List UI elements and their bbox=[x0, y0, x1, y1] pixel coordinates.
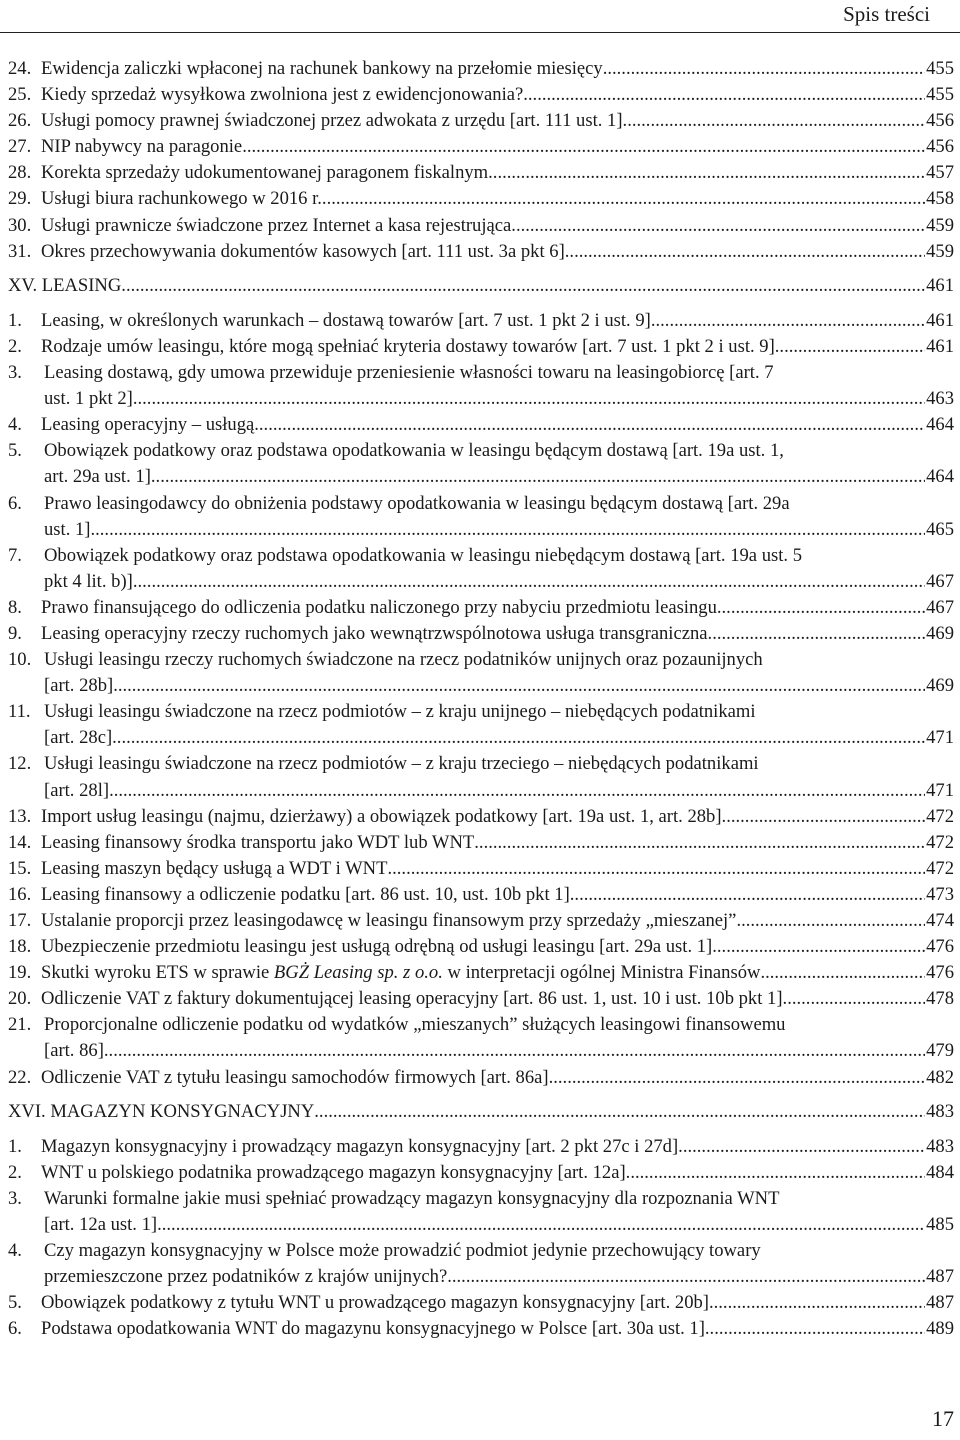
entry-number: 4. bbox=[8, 414, 22, 436]
toc-entry[interactable] bbox=[8, 1012, 954, 1064]
page-ref: 461 bbox=[926, 335, 954, 357]
entry-leader-line bbox=[44, 386, 954, 412]
entry-leader-line bbox=[41, 160, 954, 186]
toc-entry[interactable] bbox=[8, 213, 954, 239]
entry-title: Usługi prawnicze świadczone przez Internet a kasa rejestrująca bbox=[41, 214, 512, 236]
entry-leader-line bbox=[41, 56, 954, 82]
leader-dots bbox=[488, 160, 925, 186]
entry-number: 2. bbox=[8, 335, 22, 357]
entry-leader-line bbox=[44, 464, 954, 490]
page-ref: 476 bbox=[926, 962, 954, 984]
entry-leader-line bbox=[41, 595, 954, 621]
entry-leader-line bbox=[44, 673, 954, 699]
entry-leader-line bbox=[41, 82, 954, 108]
entry-leader-line bbox=[44, 1264, 954, 1290]
page-ref: 471 bbox=[926, 779, 954, 801]
chapter-title: XV. LEASING bbox=[8, 274, 122, 296]
entry-body bbox=[41, 1290, 954, 1316]
page-ref: 484 bbox=[926, 1161, 954, 1183]
page-ref: 473 bbox=[926, 883, 954, 905]
entry-body bbox=[41, 108, 954, 134]
page-ref: 474 bbox=[926, 910, 954, 931]
entry-leader-line bbox=[41, 830, 954, 856]
running-header-title: Spis treści bbox=[843, 2, 930, 26]
entry-number: 4. bbox=[8, 1240, 22, 1262]
entry-number: 5. bbox=[8, 440, 22, 462]
entry-title: Rodzaje umów leasingu, które mogą spełniać kryteria dostawy towarów [art. 7 ust. 1 pkt 2 i ust. 9] bbox=[41, 335, 775, 357]
entry-title-line: Czy magazyn konsygnacyjny w Polsce może prowadzić podmiot jedynie przechowujący towary bbox=[44, 1240, 761, 1262]
page-ref: 489 bbox=[926, 1318, 954, 1340]
page-ref: 461 bbox=[926, 274, 954, 296]
entry-number: 16. bbox=[8, 883, 32, 905]
entry-number: 22. bbox=[8, 1066, 32, 1088]
page-ref: 467 bbox=[926, 570, 954, 592]
entry-title: Ewidencja zaliczki wpłaconej na rachunek bankowy na przełomie miesięcy bbox=[41, 58, 603, 79]
page-ref: 479 bbox=[926, 1040, 954, 1062]
entry-body bbox=[41, 804, 954, 830]
entry-leader-line bbox=[41, 213, 954, 239]
entry-title: Okres przechowywania dokumentów kasowych [art. 111 ust. 3a pkt 6] bbox=[41, 240, 565, 262]
entry-title: Odliczenie VAT z faktury dokumentującej leasing operacyjny [art. 86 ust. 1, ust. 10 i ust. 10b pkt 1] bbox=[41, 988, 783, 1010]
toc-entry[interactable] bbox=[8, 621, 954, 647]
entry-leader-line bbox=[44, 725, 954, 751]
entry-title bbox=[41, 960, 760, 986]
leader-dots bbox=[242, 134, 925, 160]
entry-title: Usługi biura rachunkowego w 2016 r. bbox=[41, 188, 322, 210]
entry-title: [art. 12a ust. 1] bbox=[44, 1214, 158, 1236]
entry-title: Obowiązek podatkowy z tytułu WNT u prowadzącego magazyn konsygnacyjny [art. 20b] bbox=[41, 1292, 709, 1314]
entry-number: 6. bbox=[8, 1318, 22, 1340]
page-ref: 459 bbox=[926, 240, 954, 262]
entry-title-part: Skutki wyroku ETS w sprawie bbox=[41, 962, 274, 984]
entry-number: 9. bbox=[8, 622, 22, 644]
entry-title: [art. 86] bbox=[44, 1040, 104, 1062]
entry-body bbox=[41, 213, 954, 239]
entry-body bbox=[44, 438, 954, 490]
entry-body bbox=[41, 595, 954, 621]
entry-title: Podstawa opodatkowania WNT do magazynu konsygnacyjnego w Polsce [art. 30a ust. 1] bbox=[41, 1318, 705, 1340]
chapter-title: XVI. MAGAZYN KONSYGNACYJNY bbox=[8, 1100, 315, 1122]
entry-body bbox=[44, 491, 954, 543]
entry-title: [art. 28l] bbox=[44, 779, 110, 801]
toc-entry[interactable] bbox=[8, 804, 954, 830]
leader-dots bbox=[709, 1290, 925, 1316]
chapter-xv-entry[interactable] bbox=[8, 273, 954, 299]
entry-body bbox=[41, 621, 954, 647]
leader-dots bbox=[626, 1160, 925, 1186]
leader-dots bbox=[708, 621, 926, 647]
toc-entry[interactable] bbox=[8, 56, 954, 82]
leader-dots bbox=[717, 595, 925, 621]
toc-entry[interactable] bbox=[8, 1160, 954, 1186]
page-ref: 472 bbox=[926, 857, 954, 879]
entry-title-line: Leasing dostawą, gdy umowa przewiduje przeniesienie własności towaru na leasingobiorcę [art. 7 bbox=[44, 362, 774, 384]
toc-entry[interactable] bbox=[8, 239, 954, 265]
leader-dots bbox=[90, 517, 925, 543]
entry-body bbox=[41, 412, 954, 438]
leader-dots bbox=[387, 856, 925, 882]
entry-leader-line bbox=[41, 856, 954, 882]
page-ref: 487 bbox=[926, 1266, 954, 1288]
entry-title: Leasing operacyjny – usługą bbox=[41, 414, 255, 436]
entry-body bbox=[44, 1186, 954, 1238]
entry-body bbox=[41, 882, 954, 908]
toc-entry[interactable] bbox=[8, 595, 954, 621]
entry-title: Leasing operacyjny rzeczy ruchomych jako wewnątrzwspólnotowa usługa transgraniczna bbox=[41, 622, 708, 644]
entry-number: 30. bbox=[8, 214, 32, 236]
entry-leader-line bbox=[41, 186, 954, 212]
entry-title: pkt 4 lit. b)] bbox=[44, 570, 133, 592]
leader-dots bbox=[109, 778, 925, 804]
entry-number: 6. bbox=[8, 492, 22, 514]
leader-dots bbox=[112, 725, 925, 751]
entry-leader-line bbox=[44, 569, 954, 595]
toc-entry[interactable] bbox=[8, 186, 954, 212]
page-ref: 464 bbox=[926, 414, 954, 436]
entry-body bbox=[41, 160, 954, 186]
leader-dots bbox=[133, 386, 925, 412]
toc-entry[interactable] bbox=[8, 108, 954, 134]
header-divider bbox=[0, 32, 960, 33]
entry-body bbox=[41, 934, 954, 960]
table-of-contents bbox=[8, 56, 954, 1343]
entry-body bbox=[41, 830, 954, 856]
entry-number: 17. bbox=[8, 910, 32, 931]
entry-body bbox=[44, 751, 954, 803]
entry-leader-line bbox=[41, 908, 954, 934]
chapter-xvi-entry[interactable] bbox=[8, 1099, 954, 1125]
leader-dots bbox=[157, 1212, 925, 1238]
page-ref: 478 bbox=[926, 988, 954, 1010]
entry-leader-line bbox=[41, 239, 954, 265]
toc-entry[interactable] bbox=[8, 934, 954, 960]
toc-entry[interactable] bbox=[8, 308, 954, 334]
toc-entry[interactable] bbox=[8, 1186, 954, 1238]
entry-number: 11. bbox=[8, 701, 31, 723]
entry-leader-line bbox=[41, 412, 954, 438]
entry-title-line: Prawo leasingodawcy do obniżenia podstawy opodatkowania w leasingu będącym dostawą [art. 29a bbox=[44, 492, 790, 514]
page-ref: 463 bbox=[926, 388, 954, 410]
page-ref: 485 bbox=[926, 1214, 954, 1236]
toc-entry[interactable] bbox=[8, 699, 954, 751]
entry-number: 25. bbox=[8, 84, 32, 106]
entry-number: 3. bbox=[8, 362, 22, 384]
toc-section-previous-chapter bbox=[8, 56, 954, 265]
entry-leader-line bbox=[41, 1290, 954, 1316]
entry-body bbox=[41, 1065, 954, 1091]
leader-dots bbox=[121, 273, 925, 299]
page-ref: 469 bbox=[926, 675, 954, 697]
entry-number: 15. bbox=[8, 857, 32, 879]
leader-dots bbox=[712, 934, 925, 960]
leader-dots bbox=[623, 108, 926, 134]
entry-number: 3. bbox=[8, 1187, 22, 1209]
entry-number: 29. bbox=[8, 188, 32, 210]
entry-title: Kiedy sprzedaż wysyłkowa zwolniona jest z ewidencjonowania? bbox=[41, 84, 524, 106]
toc-entry[interactable] bbox=[8, 1134, 954, 1160]
page-ref: 461 bbox=[926, 309, 954, 331]
toc-entry[interactable] bbox=[8, 1290, 954, 1316]
entry-title: Prawo finansującego do odliczenia podatku naliczonego przy nabyciu przedmiotu leasingu bbox=[41, 596, 717, 618]
entry-leader-line bbox=[41, 308, 954, 334]
entry-body bbox=[44, 647, 954, 699]
entry-number: 21. bbox=[8, 1014, 32, 1036]
entry-leader-line bbox=[41, 934, 954, 960]
toc-entry[interactable] bbox=[8, 908, 954, 934]
entry-leader-line bbox=[41, 1160, 954, 1186]
entry-leader-line bbox=[41, 621, 954, 647]
leader-dots bbox=[314, 1099, 925, 1125]
leader-dots bbox=[474, 830, 925, 856]
leader-dots bbox=[133, 569, 925, 595]
page-ref: 476 bbox=[926, 936, 954, 958]
toc-entry[interactable] bbox=[8, 986, 954, 1012]
entry-title-line: Usługi leasingu świadczone na rzecz podmiotów – z kraju trzeciego – niebędących podatnikami bbox=[44, 753, 759, 775]
page-ref: 472 bbox=[926, 805, 954, 827]
entry-title-line: Usługi leasingu świadczone na rzecz podmiotów – z kraju unijnego – niebędących podatnikami bbox=[44, 701, 756, 723]
entry-title: NIP nabywcy na paragonie bbox=[41, 136, 243, 158]
toc-entry[interactable] bbox=[8, 543, 954, 595]
toc-entry[interactable] bbox=[8, 160, 954, 186]
leader-dots bbox=[151, 464, 925, 490]
page-ref: 465 bbox=[926, 518, 954, 540]
entry-leader-line bbox=[41, 108, 954, 134]
entry-title: [art. 28b] bbox=[44, 675, 114, 697]
entry-leader-line bbox=[41, 134, 954, 160]
leader-dots bbox=[322, 186, 925, 212]
entry-number: 31. bbox=[8, 240, 32, 262]
leader-dots bbox=[523, 82, 925, 108]
entry-leader-line bbox=[44, 1038, 954, 1064]
leader-dots bbox=[447, 1264, 925, 1290]
entry-leader-line bbox=[44, 778, 954, 804]
entry-number: 12. bbox=[8, 753, 32, 775]
page-ref: 455 bbox=[926, 58, 954, 79]
page-ref: 482 bbox=[926, 1066, 954, 1088]
entry-body bbox=[41, 56, 954, 82]
leader-dots bbox=[705, 1316, 925, 1342]
toc-entry[interactable] bbox=[8, 1065, 954, 1091]
entry-body bbox=[41, 1316, 954, 1342]
entry-body bbox=[44, 360, 954, 412]
leader-dots bbox=[678, 1134, 925, 1160]
leader-dots bbox=[783, 986, 926, 1012]
page-ref: 487 bbox=[926, 1292, 954, 1314]
page-number: 17 bbox=[932, 1406, 954, 1431]
entry-number: 10. bbox=[8, 649, 32, 671]
entry-title-line: Usługi leasingu rzeczy ruchomych świadczone na rzecz podatników unijnych oraz pozaunijnych bbox=[44, 649, 763, 671]
entry-leader-line bbox=[41, 1065, 954, 1091]
toc-entry[interactable] bbox=[8, 412, 954, 438]
entry-number: 8. bbox=[8, 596, 22, 618]
leader-dots bbox=[760, 960, 925, 986]
entry-number: 7. bbox=[8, 544, 22, 566]
page-ref: 458 bbox=[926, 188, 954, 210]
toc-entry[interactable] bbox=[8, 856, 954, 882]
toc-entry[interactable] bbox=[8, 334, 954, 360]
entry-leader-line bbox=[41, 1316, 954, 1342]
entry-leader-line bbox=[41, 334, 954, 360]
page-ref: 455 bbox=[926, 84, 954, 106]
entry-body bbox=[44, 699, 954, 751]
toc-entry[interactable] bbox=[8, 647, 954, 699]
page-ref: 483 bbox=[926, 1100, 954, 1122]
entry-title: Usługi pomocy prawnej świadczonej przez adwokata z urzędu [art. 111 ust. 1] bbox=[41, 110, 623, 132]
leader-dots bbox=[113, 673, 925, 699]
entry-title: Korekta sprzedaży udokumentowanej paragonem fiskalnym bbox=[41, 162, 489, 184]
page-ref: 457 bbox=[926, 162, 954, 184]
entry-title: Leasing maszyn będący usługą a WDT i WNT bbox=[41, 857, 388, 879]
entry-body bbox=[41, 134, 954, 160]
entry-title: przemieszczone przez podatników z krajów unijnych? bbox=[44, 1266, 448, 1288]
entry-number: 1. bbox=[8, 1135, 22, 1157]
entry-title-line: Warunki formalne jakie musi spełniać prowadzący magazyn konsygnacyjny dla rozpoznania WNT bbox=[44, 1187, 780, 1209]
leader-dots bbox=[565, 239, 925, 265]
page-ref: 459 bbox=[926, 214, 954, 236]
entry-number: 28. bbox=[8, 162, 32, 184]
entry-leader-line bbox=[41, 960, 954, 986]
entry-body bbox=[41, 334, 954, 360]
toc-entry[interactable] bbox=[8, 751, 954, 803]
toc-entry[interactable] bbox=[8, 134, 954, 160]
entry-title: art. 29a ust. 1] bbox=[44, 466, 151, 488]
entry-title-line: Proporcjonalne odliczenie podatku od wydatków „mieszanych” służących leasingowi finansowemu bbox=[44, 1014, 786, 1036]
leader-dots bbox=[775, 334, 925, 360]
page-ref: 469 bbox=[926, 622, 954, 644]
entry-leader-line bbox=[41, 1134, 954, 1160]
entry-body bbox=[44, 1012, 954, 1064]
entry-title: [art. 28c] bbox=[44, 727, 113, 749]
entry-title-italic: BGŻ Leasing sp. z o.o. bbox=[273, 962, 443, 984]
entry-body bbox=[41, 82, 954, 108]
entry-number: 2. bbox=[8, 1161, 22, 1183]
toc-entry[interactable] bbox=[8, 830, 954, 856]
toc-entry[interactable] bbox=[8, 1316, 954, 1342]
entry-number: 5. bbox=[8, 1292, 22, 1314]
leader-dots bbox=[570, 882, 925, 908]
entry-number: 27. bbox=[8, 136, 32, 158]
entry-title-line: Obowiązek podatkowy oraz podstawa opodatkowania w leasingu niebędącym dostawą [art. 19a ust. 5 bbox=[44, 544, 802, 566]
toc-entry[interactable] bbox=[8, 960, 954, 986]
page-ref: 471 bbox=[926, 727, 954, 749]
entry-number: 1. bbox=[8, 309, 22, 331]
entry-body bbox=[41, 1160, 954, 1186]
entry-title: Ustalanie proporcji przez leasingodawcę w leasingu finansowym przy sprzedaży „mieszanej” bbox=[41, 910, 737, 931]
toc-entry[interactable] bbox=[8, 438, 954, 490]
entry-body bbox=[41, 186, 954, 212]
entry-title: Leasing finansowy a odliczenie podatku [art. 86 ust. 10, ust. 10b pkt 1] bbox=[41, 883, 570, 905]
entry-leader-line bbox=[41, 804, 954, 830]
entry-body bbox=[44, 543, 954, 595]
entry-title: WNT u polskiego podatnika prowadzącego magazyn konsygnacyjny [art. 12a] bbox=[41, 1161, 626, 1183]
entry-leader-line bbox=[44, 517, 954, 543]
entry-body bbox=[41, 1134, 954, 1160]
entry-leader-line bbox=[41, 986, 954, 1012]
leader-dots bbox=[511, 213, 925, 239]
entry-title: ust. 1] bbox=[44, 518, 91, 540]
entry-title: Ubezpieczenie przedmiotu leasingu jest usługą odrębną od usługi leasingu [art. 29a ust. 1] bbox=[41, 936, 713, 958]
toc-entry[interactable] bbox=[8, 360, 954, 412]
page-ref: 456 bbox=[926, 136, 954, 158]
page-ref: 464 bbox=[926, 466, 954, 488]
toc-section-leasing bbox=[8, 308, 954, 1091]
toc-entry[interactable] bbox=[8, 1238, 954, 1290]
leader-dots bbox=[549, 1065, 926, 1091]
page-ref: 483 bbox=[926, 1135, 954, 1157]
entry-title: Leasing finansowy środka transportu jako WDT lub WNT bbox=[41, 831, 475, 853]
entry-number: 14. bbox=[8, 831, 32, 853]
entry-title: Leasing, w określonych warunkach – dostawą towarów [art. 7 ust. 1 pkt 2 i ust. 9] bbox=[41, 309, 651, 331]
entry-title: Import usług leasingu (najmu, dzierżawy) a obowiązek podatkowy [art. 19a ust. 1, art. 28b] bbox=[41, 805, 722, 827]
entry-number: 19. bbox=[8, 962, 32, 984]
toc-section-magazyn bbox=[8, 1134, 954, 1343]
page-ref: 467 bbox=[926, 596, 954, 618]
leader-dots bbox=[736, 908, 925, 934]
leader-dots bbox=[651, 308, 925, 334]
toc-entry[interactable] bbox=[8, 491, 954, 543]
entry-body bbox=[41, 239, 954, 265]
entry-number: 26. bbox=[8, 110, 32, 132]
entry-number: 20. bbox=[8, 988, 32, 1010]
entry-leader-line bbox=[41, 882, 954, 908]
entry-body bbox=[41, 908, 954, 934]
entry-body bbox=[44, 1238, 954, 1290]
entry-body bbox=[41, 856, 954, 882]
entry-title: Magazyn konsygnacyjny i prowadzący magazyn konsygnacyjny [art. 2 pkt 27c i 27d] bbox=[41, 1135, 679, 1157]
entry-number: 24. bbox=[8, 58, 32, 79]
toc-entry[interactable] bbox=[8, 82, 954, 108]
entry-title-line: Obowiązek podatkowy oraz podstawa opodatkowania w leasingu będącym dostawą [art. 19a ust. 1, bbox=[44, 440, 784, 462]
entry-body bbox=[41, 308, 954, 334]
page-ref: 456 bbox=[926, 110, 954, 132]
entry-title: ust. 1 pkt 2] bbox=[44, 388, 133, 410]
toc-entry[interactable] bbox=[8, 882, 954, 908]
entry-number: 13. bbox=[8, 805, 32, 827]
leader-dots bbox=[603, 56, 925, 82]
entry-leader-line bbox=[44, 1212, 954, 1238]
leader-dots bbox=[254, 412, 925, 438]
leader-dots bbox=[722, 804, 926, 830]
leader-dots bbox=[104, 1038, 925, 1064]
entry-title-part: w interpretacji ogólnej Ministra Finansów bbox=[442, 962, 761, 984]
entry-number: 18. bbox=[8, 936, 32, 958]
entry-body bbox=[41, 960, 954, 986]
entry-body bbox=[41, 986, 954, 1012]
page-ref: 472 bbox=[926, 831, 954, 853]
entry-title: Odliczenie VAT z tytułu leasingu samochodów firmowych [art. 86a] bbox=[41, 1066, 549, 1088]
